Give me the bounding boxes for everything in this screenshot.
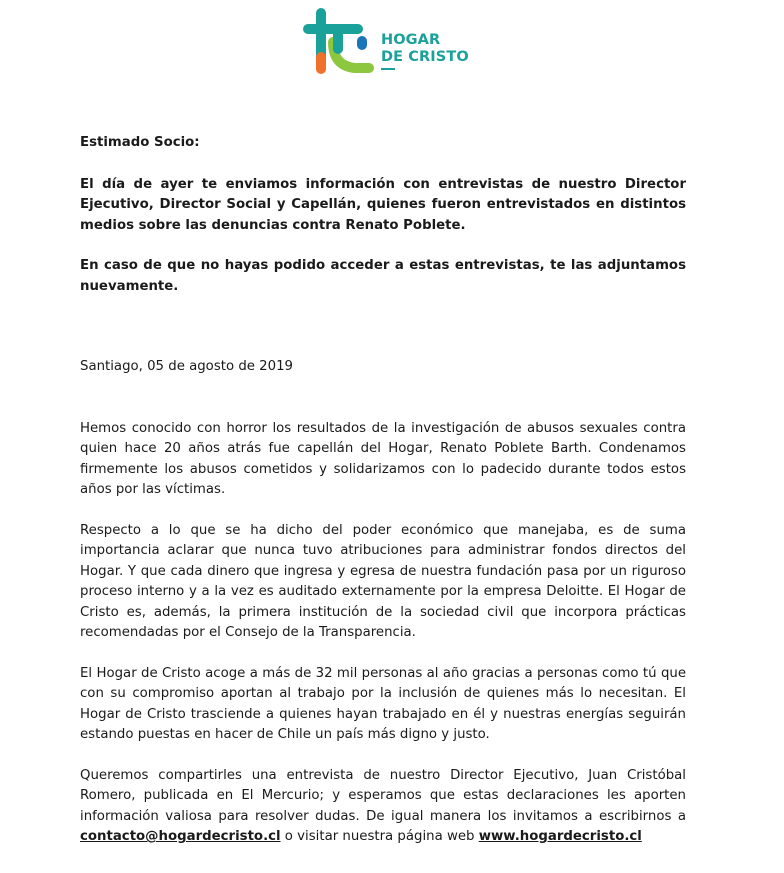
- logo-mark-icon: [303, 6, 381, 80]
- paragraph-4-middle: o visitar nuestra página web: [280, 829, 479, 844]
- body-paragraph-4: [80, 766, 686, 848]
- body-paragraph-3: El Hogar de Cristo acoge a más de 32 mil personas al año gracias a personas como tú que con su compromiso aportan al trabajo por la inclusión de quienes más lo necesitan. El Hogar de Cristo trasciende a quienes hayan trabajado en él y nuestras energías seguirán estando puestas en hacer de Chile un país más digno y justo.: [80, 665, 686, 742]
- website-link[interactable]: www.hogardecristo.cl: [478, 829, 642, 844]
- logo-line-1: HOGAR: [381, 32, 441, 48]
- logo-line-2: DE CRISTO: [381, 49, 469, 65]
- paragraph-4-text: Queremos compartirles una entrevista de nuestro Director Ejecutivo, Juan Cristóbal Romero, publicada en El Mercurio; y esperamos que estas declaraciones les aporten información valiosa para resolver dudas. De igual manera los invitamos a escribirnos a: [80, 767, 686, 824]
- intro-paragraph-1: El día de ayer te enviamos información con entrevistas de nuestro Director Ejecutivo, Director Social y Capellán, quienes fueron entrevistados en distintos medios sobre las denuncias contra Renato Poblete.: [80, 176, 686, 233]
- logo-text: [381, 32, 469, 66]
- hogar-de-cristo-logo: [303, 6, 473, 80]
- logo-underline: [381, 68, 395, 70]
- intro-paragraph-2: En caso de que no hayas podido acceder a estas entrevistas, te las adjuntamos nuevamente.: [80, 258, 686, 294]
- body-paragraph-2: Respecto a lo que se ha dicho del poder económico que manejaba, es de suma importancia aclarar que nunca tuvo atribuciones para administrar fondos directos del Hogar. Y que cada dinero que ingresa y egresa de nuestra fundación pasa por un riguroso proceso interno y a la vez es auditado externamente por la empresa Deloitte. El Hogar de Cristo es, además, la primera institución de la sociedad civil que incorpora prácticas recomendadas por el Consejo de la Transparencia.: [80, 522, 686, 640]
- email-link[interactable]: contacto@hogardecristo.cl: [80, 829, 281, 844]
- letter-body: [80, 133, 686, 848]
- greeting: Estimado Socio:: [80, 135, 200, 150]
- body-paragraph-1: Hemos conocido con horror los resultados de la investigación de abusos sexuales contra quien hace 20 años atrás fue capellán del Hogar, Renato Poblete Barth. Condenamos firmemente los abusos cometidos y solidarizamos con lo padecido durante todos estos años por las víctimas.: [80, 420, 686, 497]
- letter-date: Santiago, 05 de agosto de 2019: [80, 359, 294, 374]
